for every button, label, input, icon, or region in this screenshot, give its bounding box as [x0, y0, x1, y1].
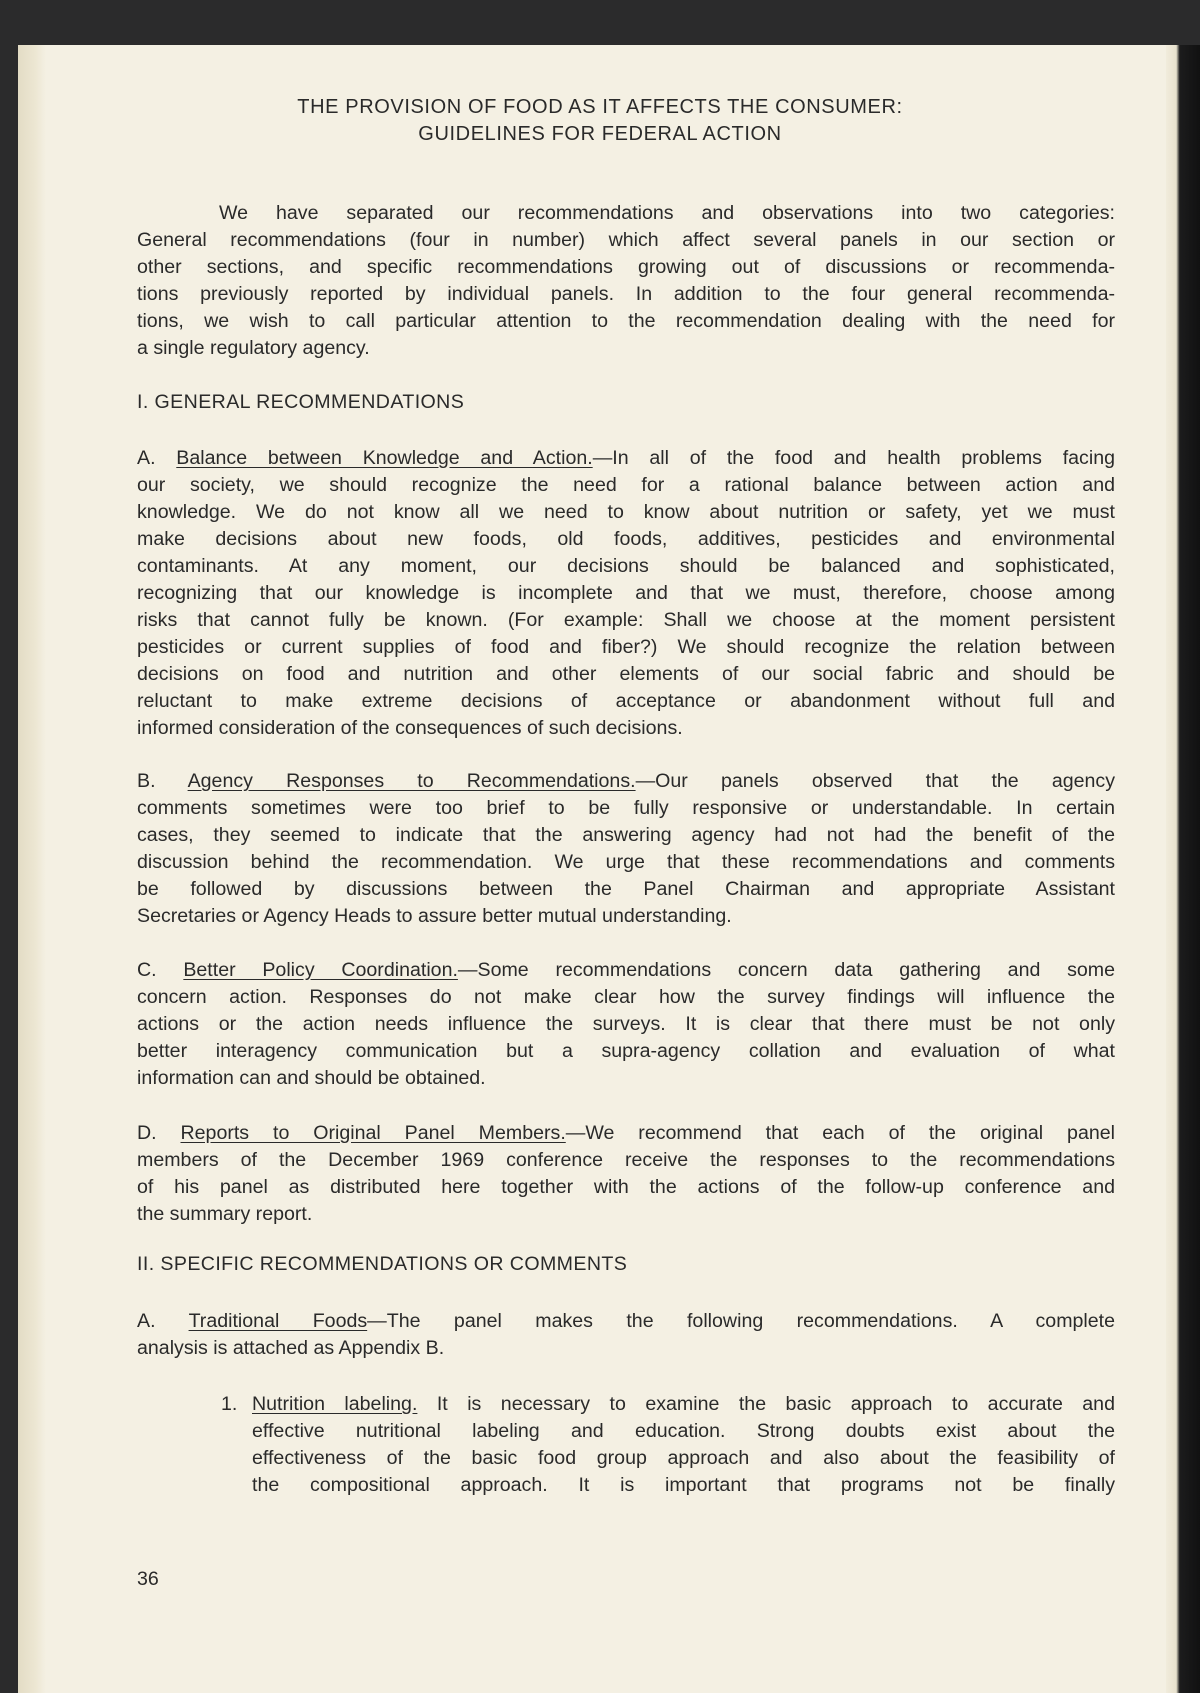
- item-title: Traditional Foods: [188, 1310, 368, 1332]
- page-title-line-2: GUIDELINES FOR FEDERAL ACTION: [418, 123, 782, 145]
- recommendation-a: [137, 445, 1115, 742]
- text-line: comments sometimes were too brief to be fully responsive or understandable. In certain: [137, 797, 1115, 819]
- text-line: make decisions about new foods, old foods, additives, pesticides and environmental: [137, 528, 1115, 550]
- text-line: tions, we wish to call particular attention to the recommendation dealing with the need for: [137, 310, 1115, 332]
- item-title: Nutrition labeling.: [252, 1393, 418, 1415]
- item-letter: A.: [137, 447, 177, 469]
- text-line: better interagency communication but a supra-agency collation and evaluation of what: [137, 1040, 1115, 1062]
- item-title: Balance between Knowledge and Action.: [176, 447, 593, 469]
- page-edge: [18, 45, 46, 1693]
- text-line: effectiveness of the basic food group approach and also about the feasibility of: [252, 1447, 1115, 1469]
- text-line: pesticides or current supplies of food and fiber?) We should recognize the relation between: [137, 636, 1115, 658]
- item-letter: B.: [137, 770, 188, 792]
- item-title: Better Policy Coordination.: [183, 959, 458, 981]
- text-line: cases, they seemed to indicate that the answering agency had not had the benefit of the: [137, 824, 1115, 846]
- recommendation-c: [137, 957, 1115, 1092]
- item-text: —Some recommendations concern data gathering and some: [457, 959, 1116, 981]
- text-line: information can and should be obtained.: [137, 1067, 486, 1089]
- page-number: 36: [137, 1568, 159, 1590]
- text-line: a single regulatory agency.: [137, 337, 370, 359]
- text-line: effective nutritional labeling and education. Strong doubts exist about the: [252, 1420, 1115, 1442]
- text-line: concern action. Responses do not make clear how the survey findings will influence the: [137, 986, 1115, 1008]
- first-line: [137, 1120, 1115, 1147]
- item-letter: A.: [137, 1310, 189, 1332]
- text-line: We have separated our recommendations and observations into two categories:: [219, 202, 1115, 224]
- text-line: the summary report.: [137, 1203, 313, 1225]
- text-line: recognizing that our knowledge is incomplete and that we must, therefore, choose among: [137, 582, 1115, 604]
- text-line: knowledge. We do not know all we need to know about nutrition or safety, yet we must: [137, 501, 1115, 523]
- text-line: contaminants. At any moment, our decisions should be balanced and sophisticated,: [137, 555, 1115, 577]
- item-title: Agency Responses to Recommendations.: [187, 770, 636, 792]
- page-title-line-1: THE PROVISION OF FOOD AS IT AFFECTS THE CONSUMER:: [297, 96, 903, 118]
- text-line: informed consideration of the consequences of such decisions.: [137, 717, 683, 739]
- item-letter: D.: [137, 1122, 181, 1144]
- specific-recommendation-a: [137, 1308, 1115, 1362]
- text-line: the compositional approach. It is important that programs not be finally: [252, 1474, 1115, 1496]
- item-number: 1.: [221, 1393, 238, 1415]
- book-spine-shadow: [1166, 45, 1200, 1693]
- text-line: discussion behind the recommendation. We urge that these recommendations and comments: [137, 851, 1115, 873]
- text-line: Secretaries or Agency Heads to assure better mutual understanding.: [137, 905, 732, 927]
- item-title: Reports to Original Panel Members.: [180, 1122, 566, 1144]
- section-heading-general: I. GENERAL RECOMMENDATIONS: [137, 391, 465, 413]
- item-text: —In all of the food and health problems facing: [592, 447, 1115, 469]
- text-line: of his panel as distributed here together with the actions of the follow-up conference and: [137, 1176, 1115, 1198]
- text-line: analysis is attached as Appendix B.: [137, 1337, 445, 1359]
- first-line: [137, 957, 1115, 984]
- text-line: General recommendations (four in number) which affect several panels in our section or: [137, 229, 1115, 251]
- item-text: —We recommend that each of the original panel: [565, 1122, 1115, 1144]
- item-text: —The panel makes the following recommendations. A complete: [367, 1310, 1116, 1332]
- recommendation-b: [137, 768, 1115, 930]
- first-line: [252, 1391, 1115, 1418]
- item-text: It is necessary to examine the basic approach to accurate and: [417, 1393, 1115, 1415]
- text-line: other sections, and specific recommendations growing out of discussions or recommenda-: [137, 256, 1115, 278]
- text-line: be followed by discussions between the Panel Chairman and appropriate Assistant: [137, 878, 1115, 900]
- text-line: reluctant to make extreme decisions of acceptance or abandonment without full and: [137, 690, 1115, 712]
- first-line: [137, 1308, 1115, 1335]
- text-line: tions previously reported by individual panels. In addition to the four general recommenda-: [137, 283, 1115, 305]
- text-line: our society, we should recognize the need for a rational balance between action and: [137, 474, 1115, 496]
- text-line: actions or the action needs influence the surveys. It is clear that there must be not only: [137, 1013, 1115, 1035]
- first-line: [137, 768, 1115, 795]
- first-line: [137, 445, 1115, 472]
- section-heading-specific: II. SPECIFIC RECOMMENDATIONS OR COMMENTS: [137, 1253, 628, 1275]
- text-line: decisions on food and nutrition and other elements of our social fabric and should be: [137, 663, 1115, 685]
- intro-paragraph: [137, 200, 1115, 362]
- item-text: —Our panels observed that the agency: [635, 770, 1116, 792]
- item-letter: C.: [137, 959, 184, 981]
- recommendation-d: [137, 1120, 1115, 1228]
- text-line: members of the December 1969 conference receive the responses to the recommendations: [137, 1149, 1115, 1171]
- text-line: risks that cannot fully be known. (For example: Shall we choose at the moment persistent: [137, 609, 1115, 631]
